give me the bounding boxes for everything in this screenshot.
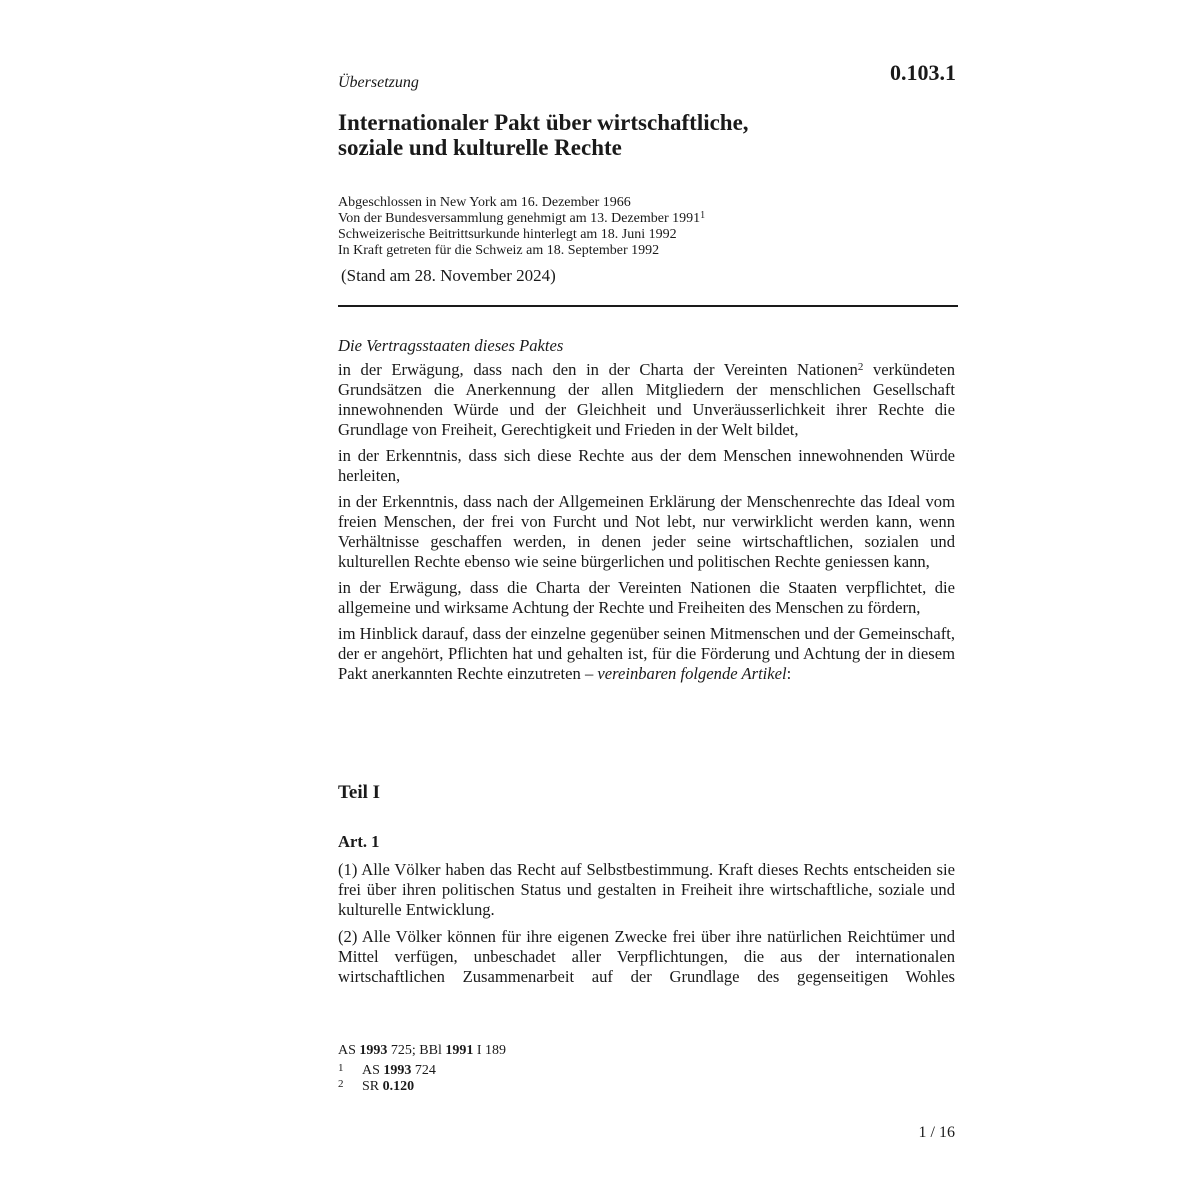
source-note: AS 1993 725; BBl 1991 I 189 (338, 1043, 507, 1058)
preamble-paragraph: in der Erwägung, dass nach den in der Charta der Vereinten Nationen$^2$ verkündeten Grundsätzen die Anerkennung der allen Mitgliedern der menschlichen Gesellschaft innewohnenden Würde und der Gleichheit und Unveräusserlichkeit ihrer Rechte die Grundlage von Freiheit, Gerechtigkeit und Frieden in der Welt bildet, (338, 360, 955, 439)
footnote-text: AS 1993 724 (362, 1063, 436, 1078)
concluded-date: Abgeschlossen in New York am 16. Dezember 1966 (338, 195, 631, 210)
article-paragraph-1: (1) Alle Völker haben das Recht auf Selbstbestimmung. Kraft dieses Rechts entscheiden sie frei über ihren politischen Status und gestalten in Freiheit ihre wirtschaftliche, soziale und kulturelle Entwicklung. (338, 860, 955, 919)
preamble-paragraph: in der Erwägung, dass die Charta der Vereinten Nationen die Staaten verpflichtet, die allgemeine und wirksame Achtung der Rechte und Freiheiten des Menschen zu fördern, (338, 578, 955, 617)
in-force-date: In Kraft getreten für die Schweiz am 18. September 1992 (338, 243, 660, 258)
article-body (338, 860, 955, 994)
preamble-intro: Die Vertragsstaaten dieses Paktes (338, 336, 564, 355)
deposit-date: Schweizerische Beitrittsurkunde hinterlegt am 18. Juni 1992 (338, 227, 677, 242)
translation-label: Übersetzung (338, 74, 419, 91)
footnote-ref-1[interactable]: 1 (700, 210, 706, 221)
footnote-number: 2 (338, 1078, 344, 1090)
part-heading: Teil I (338, 782, 381, 803)
footnote-text: SR 0.120 (362, 1079, 415, 1094)
preamble-paragraph: in der Erkenntnis, dass nach der Allgemeinen Erklärung der Menschenrechte das Ideal vom freien Menschen, der frei von Furcht und Not lebt, nur verwirklicht werden kann, wenn Verhältnisse geschaffen werden, in denen jeder seine wirtschaftlichen, sozialen und kulturellen Rechte ebenso wie seine bürgerlichen und politischen Rechte geniessen kann, (338, 492, 955, 571)
footnotes (338, 1043, 506, 1095)
preamble-paragraph: in der Erkenntnis, dass sich diese Rechte aus der dem Menschen innewohnenden Würde herleiten, (338, 446, 955, 485)
header-divider (338, 305, 958, 307)
sr-number: 0.103.1 (890, 60, 956, 85)
title-line-1: Internationaler Pakt über wirtschaftliche, (338, 110, 749, 135)
preamble-paragraph: im Hinblick darauf, dass der einzelne gegenüber seinen Mitmenschen und der Gemeinschaft, der er angehört, Pflichten hat und gehalten ist, für die Förderung und Achtung der in diesem Pakt anerkannten Rechte einzutreten – vereinbaren folgende Artikel: (338, 624, 955, 683)
document-title (338, 110, 898, 160)
metadata-block (338, 195, 898, 259)
footnote-ref-2[interactable]: 2 (857, 361, 864, 373)
article-paragraph-2: (2) Alle Völker können für ihre eigenen Zwecke frei über ihre natürlichen Reichtümer und Mittel verfügen, unbeschadet aller Verpflichtungen, die aus der internationalen wirtschaftlichen Zusammenarbeit auf der Grundlage des gegenseitigen Wohles (338, 927, 955, 986)
preamble (338, 336, 955, 690)
status-date: (Stand am 28. November 2024) (341, 266, 556, 285)
footnote-2 (338, 1079, 506, 1095)
approval-date: Von der Bundesversammlung genehmigt am 13. Dezember 1991$^1$ (338, 210, 706, 226)
title-line-2: soziale und kulturelle Rechte (338, 135, 622, 160)
footnote-1 (338, 1063, 506, 1079)
page-number: 1 / 16 (918, 1124, 955, 1141)
article-heading: Art. 1 (338, 832, 380, 851)
footnote-number: 1 (338, 1062, 344, 1074)
